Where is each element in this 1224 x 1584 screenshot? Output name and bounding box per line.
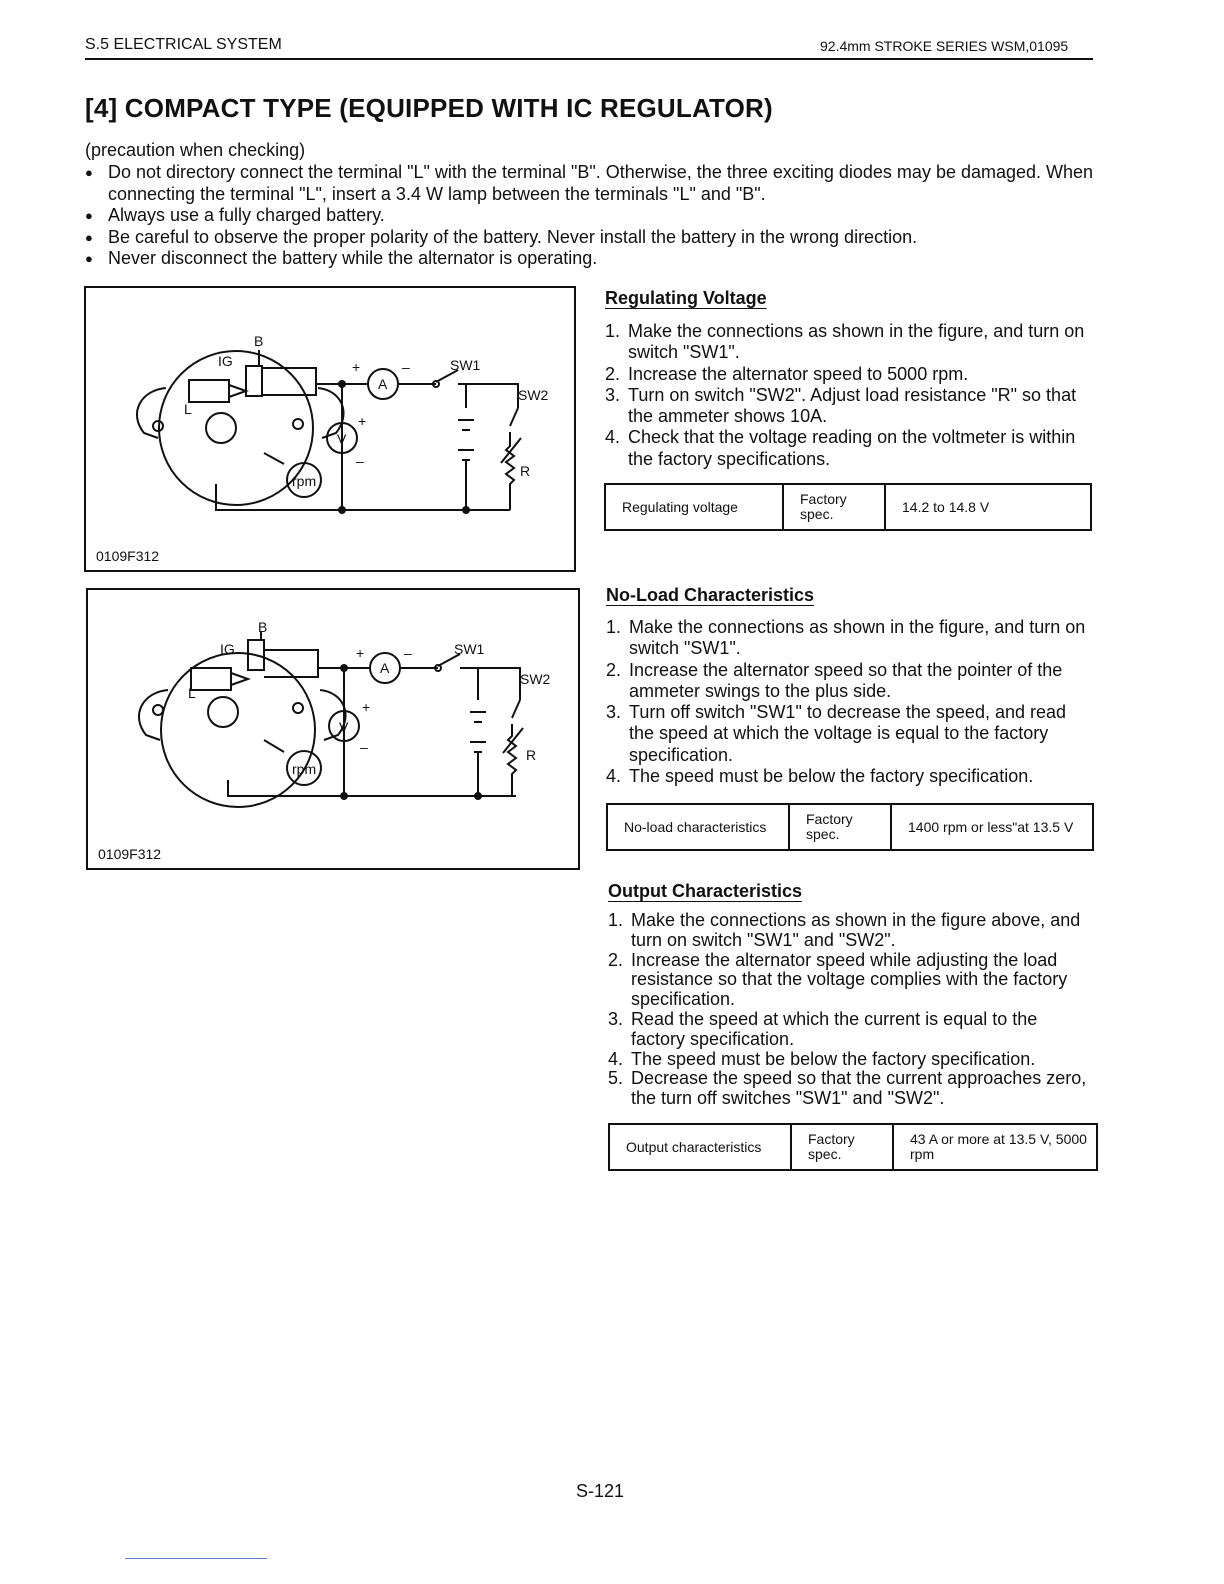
step-item bbox=[608, 1050, 1096, 1070]
spec-value: 14.2 to 14.8 V bbox=[885, 484, 1091, 530]
step-text: Turn on switch "SW2". Adjust load resistance "R" so that the ammeter shows 10A. bbox=[628, 384, 1077, 427]
label-l: L bbox=[188, 685, 196, 701]
header-rule bbox=[85, 58, 1093, 60]
step-item bbox=[608, 1069, 1096, 1109]
label-sw1: SW1 bbox=[450, 357, 481, 373]
step-text: The speed must be below the factory specification. bbox=[631, 1048, 1036, 1069]
label-voltmeter: V bbox=[339, 719, 349, 735]
step-item bbox=[605, 364, 1093, 385]
step-item bbox=[605, 427, 1093, 470]
figure-caption: 0109F312 bbox=[98, 846, 162, 862]
step-number: 3. bbox=[608, 1008, 624, 1029]
step-item bbox=[608, 911, 1096, 951]
label-ig: IG bbox=[220, 641, 235, 657]
label-minus: – bbox=[360, 739, 368, 755]
step-number: 2. bbox=[605, 363, 621, 384]
step-number: 3. bbox=[606, 702, 622, 723]
label-sw2: SW2 bbox=[518, 387, 549, 403]
label-minus: – bbox=[402, 359, 410, 375]
circuit-diagram-1 bbox=[86, 288, 574, 570]
step-text: Increase the alternator speed to 5000 rpm. bbox=[628, 363, 969, 384]
label-r: R bbox=[520, 463, 531, 479]
steps-output bbox=[608, 911, 1096, 1109]
spec-table-output bbox=[608, 1123, 1098, 1171]
label-l: L bbox=[184, 401, 192, 417]
section-title-regulating: Regulating Voltage bbox=[605, 288, 767, 308]
step-text: Increase the alternator speed while adjusting the load resistance so that the voltage complies with the factory specification. bbox=[631, 949, 1068, 1010]
label-plus: + bbox=[362, 699, 371, 715]
step-text: Increase the alternator speed so that the pointer of the ammeter swings to the plus side. bbox=[629, 659, 1063, 701]
spec-label: Factory spec. bbox=[791, 1124, 893, 1170]
precaution-title: (precaution when checking) bbox=[85, 140, 306, 160]
step-number: 5. bbox=[608, 1068, 624, 1089]
circuit-diagram-2 bbox=[88, 590, 578, 868]
step-item bbox=[606, 660, 1094, 703]
precaution-item: ● Do not directory connect the terminal "L" with the terminal "B". Otherwise, the three exciting diodes may be damaged. When connecting the terminal "L", insert a 3.4 W lamp between the terminals "L" and "B". bbox=[85, 162, 1095, 205]
step-text: Read the speed at which the current is equal to the factory specification. bbox=[631, 1008, 1038, 1049]
spec-table-noload bbox=[606, 803, 1094, 851]
step-text: Check that the voltage reading on the voltmeter is within the factory specifications. bbox=[628, 427, 1076, 469]
step-text: Make the connections as shown in the figure, and turn on switch "SW1". bbox=[629, 617, 1086, 659]
label-plus: + bbox=[352, 359, 361, 375]
label-sw2: SW2 bbox=[520, 671, 551, 687]
step-item bbox=[605, 385, 1093, 428]
step-item bbox=[608, 1010, 1096, 1050]
label-voltmeter: V bbox=[337, 431, 347, 447]
label-r: R bbox=[526, 747, 537, 763]
step-item bbox=[608, 951, 1096, 1010]
label-b: B bbox=[258, 619, 268, 635]
step-number: 4. bbox=[608, 1048, 624, 1069]
precaution-item: ● Never disconnect the battery while the alternator is operating. bbox=[85, 248, 1095, 270]
label-ammeter: A bbox=[380, 660, 390, 676]
spec-item: No-load characteristics bbox=[607, 804, 789, 850]
spec-item: Regulating voltage bbox=[605, 484, 783, 530]
step-number: 4. bbox=[606, 766, 622, 787]
steps-noload bbox=[606, 617, 1094, 787]
label-sw1: SW1 bbox=[454, 641, 485, 657]
step-text: Decrease the speed so that the current approaches zero, the turn off switches "SW1" and "SW2". bbox=[631, 1068, 1087, 1109]
spec-table-regulating bbox=[604, 483, 1092, 531]
label-minus: – bbox=[356, 453, 364, 469]
precaution-list bbox=[85, 162, 1095, 270]
label-plus: + bbox=[356, 645, 365, 661]
spec-label: Factory spec. bbox=[789, 804, 891, 850]
label-ammeter: A bbox=[378, 376, 388, 392]
page-number: S-121 bbox=[576, 1481, 625, 1501]
label-minus: – bbox=[404, 645, 412, 661]
step-item bbox=[606, 702, 1094, 766]
circuit-figure-1 bbox=[84, 286, 576, 572]
step-item bbox=[605, 321, 1093, 364]
label-rpm: rpm bbox=[292, 473, 317, 489]
label-ig: IG bbox=[218, 353, 233, 369]
label-rpm: rpm bbox=[292, 761, 317, 777]
page-title: [4] COMPACT TYPE (EQUIPPED WITH IC REGULATOR) bbox=[85, 93, 773, 123]
step-text: Make the connections as shown in the figure, and turn on switch "SW1". bbox=[628, 321, 1085, 363]
step-text: The speed must be below the factory specification. bbox=[629, 766, 1034, 787]
step-number: 2. bbox=[608, 949, 624, 970]
precaution-item: ● Be careful to observe the proper polarity of the battery. Never install the battery in the wrong direction. bbox=[85, 227, 1095, 249]
bottom-rule bbox=[125, 1558, 267, 1559]
step-number: 1. bbox=[606, 617, 622, 637]
steps-regulating bbox=[605, 321, 1093, 470]
spec-value: 1400 rpm or less"at 13.5 V bbox=[891, 804, 1093, 850]
section-title-output: Output Characteristics bbox=[608, 881, 803, 901]
step-number: 2. bbox=[606, 659, 622, 680]
step-item bbox=[606, 766, 1094, 787]
precaution-item: ● Always use a fully charged battery. bbox=[85, 205, 1095, 227]
circuit-figure-2 bbox=[86, 588, 580, 870]
label-b: B bbox=[254, 333, 264, 349]
figure-caption: 0109F312 bbox=[96, 548, 160, 564]
header-section: S.5 ELECTRICAL SYSTEM bbox=[85, 36, 282, 53]
step-number: 4. bbox=[605, 427, 621, 448]
step-text: Turn off switch "SW1" to decrease the speed, and read the speed at which the voltage is equal to the factory specification. bbox=[629, 702, 1067, 765]
step-text: Make the connections as shown in the figure above, and turn on switch "SW1" and "SW2". bbox=[631, 910, 1081, 950]
header-series: 92.4mm STROKE SERIES WSM,01095 bbox=[820, 38, 1069, 54]
label-plus: + bbox=[358, 413, 367, 429]
spec-value: 43 A or more at 13.5 V, 5000 rpm bbox=[893, 1124, 1097, 1170]
spec-item: Output characteristics bbox=[609, 1124, 791, 1170]
spec-label: Factory spec. bbox=[783, 484, 885, 530]
step-number: 3. bbox=[605, 384, 621, 405]
step-number: 1. bbox=[605, 321, 621, 341]
step-item bbox=[606, 617, 1094, 660]
step-number: 1. bbox=[608, 910, 624, 930]
section-title-noload: No-Load Characteristics bbox=[606, 585, 815, 605]
